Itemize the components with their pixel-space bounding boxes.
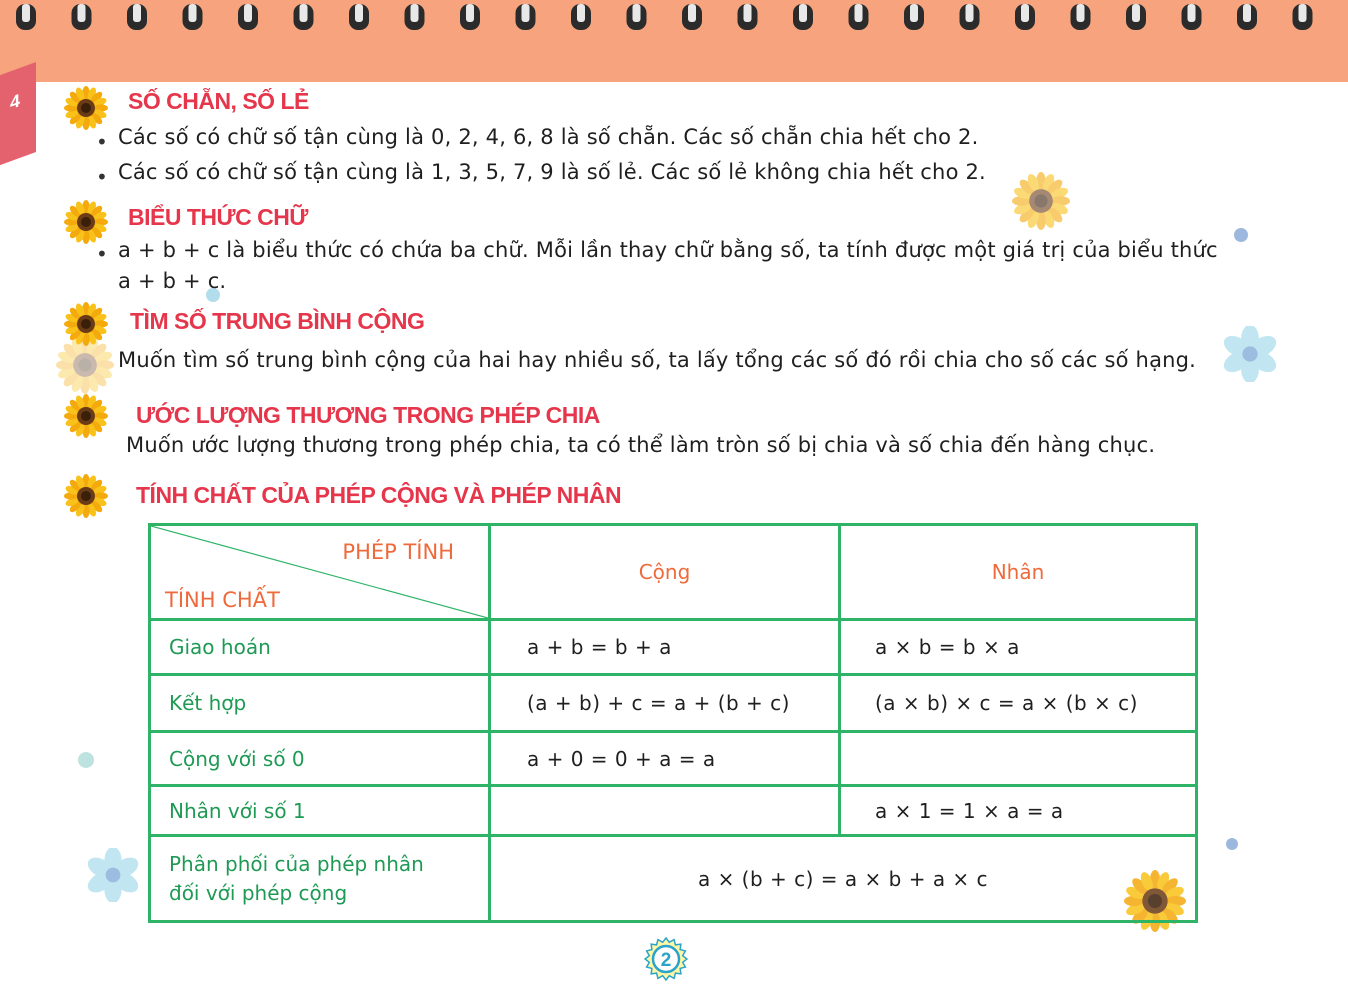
cell-multiply: a × b = b × a	[840, 620, 1197, 675]
row-label-distributive	[150, 836, 490, 922]
row-label: Kết hợp	[150, 675, 490, 732]
table-row	[150, 732, 1197, 786]
bullet-dot: •	[96, 242, 108, 266]
column-header-add: Cộng	[490, 525, 840, 620]
text-line: Muốn tìm số trung bình cộng của hai hay nhiều số, ta lấy tổng các số đó rồi chia cho số các số hạng.	[118, 348, 1197, 372]
dot-decoration-icon	[1234, 228, 1248, 242]
cell-add	[490, 786, 840, 836]
dot-decoration-icon	[1226, 838, 1238, 850]
row-label: Giao hoán	[150, 620, 490, 675]
table-corner-cell	[150, 525, 490, 620]
bullet-dot: •	[96, 130, 108, 154]
sunflower-icon	[64, 474, 108, 518]
heading-estimate-quotient: ƯỚC LƯỢNG THƯƠNG TRONG PHÉP CHIA	[136, 402, 600, 428]
text-line: a + b + c là biểu thức có chứa ba chữ. Mỗi lần thay chữ bằng số, ta tính được một giá trị của biểu thức	[118, 238, 1218, 262]
cell-add: (a + b) + c = a + (b + c)	[490, 675, 840, 732]
cell-distributive: a × (b + c) = a × b + a × c	[490, 836, 1197, 922]
blue-flower-decoration-icon	[1222, 326, 1278, 382]
page-number: 2	[660, 950, 672, 971]
cell-add: a + b = b + a	[490, 620, 840, 675]
page-number-badge	[644, 937, 688, 981]
blue-flower-decoration-icon	[86, 848, 140, 902]
corner-tab	[0, 62, 36, 168]
heading-average: TÌM SỐ TRUNG BÌNH CỘNG	[130, 308, 425, 334]
corner-tab-label: 4	[10, 89, 21, 114]
cell-add: a + 0 = 0 + a = a	[490, 732, 840, 786]
heading-letter-expression: BIỂU THỨC CHỮ	[128, 204, 308, 230]
corner-top-label: PHÉP TÍNH	[342, 540, 454, 564]
cell-multiply	[840, 732, 1197, 786]
heading-even-odd: SỐ CHẴN, SỐ LẺ	[128, 88, 309, 114]
cell-multiply: (a × b) × c = a × (b × c)	[840, 675, 1197, 732]
table-row	[150, 836, 1197, 922]
row-label-line: Phân phối của phép nhân	[169, 851, 424, 876]
sunflower-decoration-icon	[1012, 172, 1070, 230]
heading-properties: TÍNH CHẤT CỦA PHÉP CỘNG VÀ PHÉP NHÂN	[136, 482, 622, 508]
dot-decoration-icon	[78, 752, 94, 768]
corner-bottom-label: TÍNH CHẤT	[165, 588, 280, 612]
sunflower-icon	[64, 394, 108, 438]
bullet-dot: •	[96, 165, 108, 189]
table-header-row	[150, 525, 1197, 620]
row-label: Cộng với số 0	[150, 732, 490, 786]
text-line: Muốn ước lượng thương trong phép chia, ta có thể làm tròn số bị chia và số chia đến hàng chục.	[126, 433, 1156, 457]
column-header-multiply: Nhân	[840, 525, 1197, 620]
spiral-binding	[0, 0, 1348, 40]
table-row	[150, 620, 1197, 675]
text-line: Các số có chữ số tận cùng là 0, 2, 4, 6, 8 là số chẵn. Các số chẵn chia hết cho 2.	[118, 125, 979, 149]
text-line: Các số có chữ số tận cùng là 1, 3, 5, 7, 9 là số lẻ. Các số lẻ không chia hết cho 2.	[118, 160, 986, 184]
sunflower-icon	[64, 200, 108, 244]
sunflower-decoration-icon	[56, 336, 114, 394]
cell-multiply: a × 1 = 1 × a = a	[840, 786, 1197, 836]
row-label: Nhân với số 1	[150, 786, 490, 836]
table-row	[150, 786, 1197, 836]
row-label-line: đối với phép cộng	[169, 880, 348, 905]
properties-table	[148, 523, 1198, 923]
table-row	[150, 675, 1197, 732]
text-line: a + b + c.	[118, 269, 227, 293]
sunflower-icon	[64, 86, 108, 130]
